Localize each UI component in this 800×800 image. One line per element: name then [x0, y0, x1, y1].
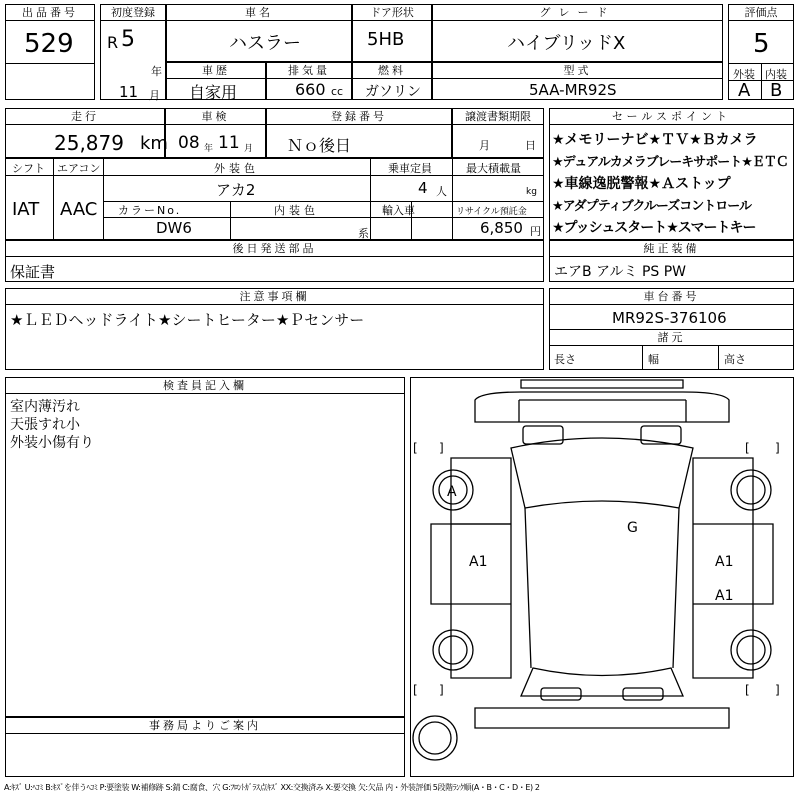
standard-equipment-cell: 純正装備 エアB アルミ PS PW	[549, 240, 794, 282]
color-no: DW6	[156, 219, 192, 237]
later-parts-cell: 後日発送部品 保証書	[5, 240, 544, 282]
mileage-cell: 走行 25,879 km	[5, 108, 165, 158]
inspector-line: 室内薄汚れ	[10, 399, 80, 415]
sales-point: ★アダプティブクルーズコントロール	[552, 199, 752, 214]
notes-cell: 注意事項欄 ★ＬＥＤヘッドライト★シートヒーター★Ｐセンサー	[5, 288, 544, 370]
history-cell: 車歴 自家用	[166, 62, 266, 100]
damage-mark: A1	[715, 588, 734, 604]
history-value: 自家用	[189, 83, 238, 102]
lot-number: 529	[24, 29, 74, 59]
svg-text:]: ]	[775, 683, 780, 697]
inspection-cell: 車検 08 年 11 月	[165, 108, 266, 158]
displacement-cell: 排気量 660 cc	[266, 62, 352, 100]
model-cell: 車名 ハスラー	[166, 4, 352, 62]
svg-text:[: [	[413, 441, 418, 455]
grade-cell: グレード ハイブリッドX	[432, 4, 723, 62]
svg-text:[: [	[745, 683, 750, 697]
reg-number: Ｎｏ後日	[287, 136, 352, 155]
office-cell: 事務局よりご案内	[5, 717, 405, 777]
spec-block: シフト エアコン IAT AAC 外装色 アカ2 乗車定員 4 人 最大積載量 kg カラーNo. DW6 内装色 系 輸入車 リサイクル預託金 6,850 円	[5, 158, 544, 240]
chassis-cell: 車台番号 MR92S-376106 諸元 長さ 幅 高さ	[549, 288, 794, 370]
model-code-cell: 型式 5AA-MR92S	[432, 62, 723, 100]
svg-text:[: [	[745, 441, 750, 455]
sales-point: ★デュアルカメラブレーキサポート★ＥＴＣ	[552, 155, 788, 170]
sales-point: ★車線逸脱警報★Ａストップ	[552, 176, 731, 192]
chassis-no: MR92S-376106	[612, 309, 727, 327]
exterior-score: A	[738, 80, 751, 101]
sales-points-cell: セールスポイント ★メモリーナビ★ＴＶ★Ｂカメラ ★デュアルカメラブレーキサポート★ＥＴＣ ★車線逸脱警報★Ａストップ ★アダプティブクルーズコントロール ★プッシュスタート★スマートキー	[549, 108, 794, 240]
first-reg-era: R	[107, 33, 119, 52]
svg-text:[: [	[413, 683, 418, 697]
damage-mark: A	[447, 484, 457, 500]
inspector-cell: 検査員記入欄 室内薄汚れ 天張すれ小 外装小傷有り	[5, 377, 405, 717]
grade-value: ハイブリッドX	[507, 33, 626, 54]
door-cell: ドア形状 5HB	[352, 4, 432, 62]
first-reg-year: 5	[121, 27, 135, 52]
notes-text: ★ＬＥＤヘッドライト★シートヒーター★Ｐセンサー	[10, 311, 365, 329]
score-value: 5	[753, 29, 770, 59]
standard-equipment: エアB アルミ PS PW	[554, 264, 687, 280]
svg-text:]: ]	[439, 683, 444, 697]
damage-mark: A1	[469, 554, 488, 570]
first-reg-label: 初度登録	[101, 5, 165, 21]
reg-number-cell: 登録番号 Ｎｏ後日	[266, 108, 452, 158]
lot-label: 出品番号	[6, 5, 94, 21]
svg-text:]: ]	[439, 441, 444, 455]
displacement-value: 660	[295, 80, 326, 99]
svg-text:]: ]	[775, 441, 780, 455]
capacity-value: 4	[418, 179, 428, 197]
legend: A:ｷｽﾞ U:ﾍｺﾐ B:ｷｽﾞを伴うﾍｺﾐ P:要塗装 W:補修跡 S:錆 C:腐食、穴 G:ﾌﾛﾝﾄｶﾞﾗｽ点ｷｽﾞ XX:交換済み X:要交換 欠:欠品 内・外装評価 5段階ﾗﾝｸ順(A・B・C・D・E) 2	[4, 783, 540, 792]
later-parts: 保証書	[10, 263, 56, 281]
inspection-year: 08	[178, 133, 200, 153]
aircon-value: AAC	[60, 199, 98, 220]
damage-mark: A1	[715, 554, 734, 570]
fuel-cell: 燃料 ガソリン	[352, 62, 432, 100]
fuel-value: ガソリン	[365, 84, 421, 100]
model-name: ハスラー	[229, 33, 301, 54]
shift-value: IAT	[12, 199, 40, 220]
mileage-value: 25,879	[54, 131, 124, 155]
inspector-line: 天張すれ小	[10, 417, 80, 433]
sales-point: ★メモリーナビ★ＴＶ★Ｂカメラ	[552, 132, 758, 148]
inspection-month: 11	[218, 133, 240, 153]
score-cell: 評価点 5 外装 内装 A B	[728, 4, 794, 100]
first-reg-cell: 初度登録 R 5 年 11 月	[100, 4, 166, 100]
first-reg-month: 11	[119, 83, 139, 101]
recycle-value: 6,850	[480, 219, 523, 237]
door-type: 5HB	[367, 29, 405, 50]
model-code: 5AA-MR92S	[529, 81, 617, 99]
damage-mark: G	[627, 520, 638, 536]
transfer-cell: 譲渡書類期限 月 日	[452, 108, 544, 158]
lot-cell	[5, 4, 95, 100]
inspector-line: 外装小傷有り	[10, 435, 94, 451]
interior-score: B	[770, 80, 783, 101]
car-diagram-drawing	[411, 378, 793, 776]
car-diagram	[410, 377, 794, 777]
exterior-color: アカ2	[216, 181, 256, 199]
sales-point: ★プッシュスタート★スマートキー	[552, 220, 756, 236]
